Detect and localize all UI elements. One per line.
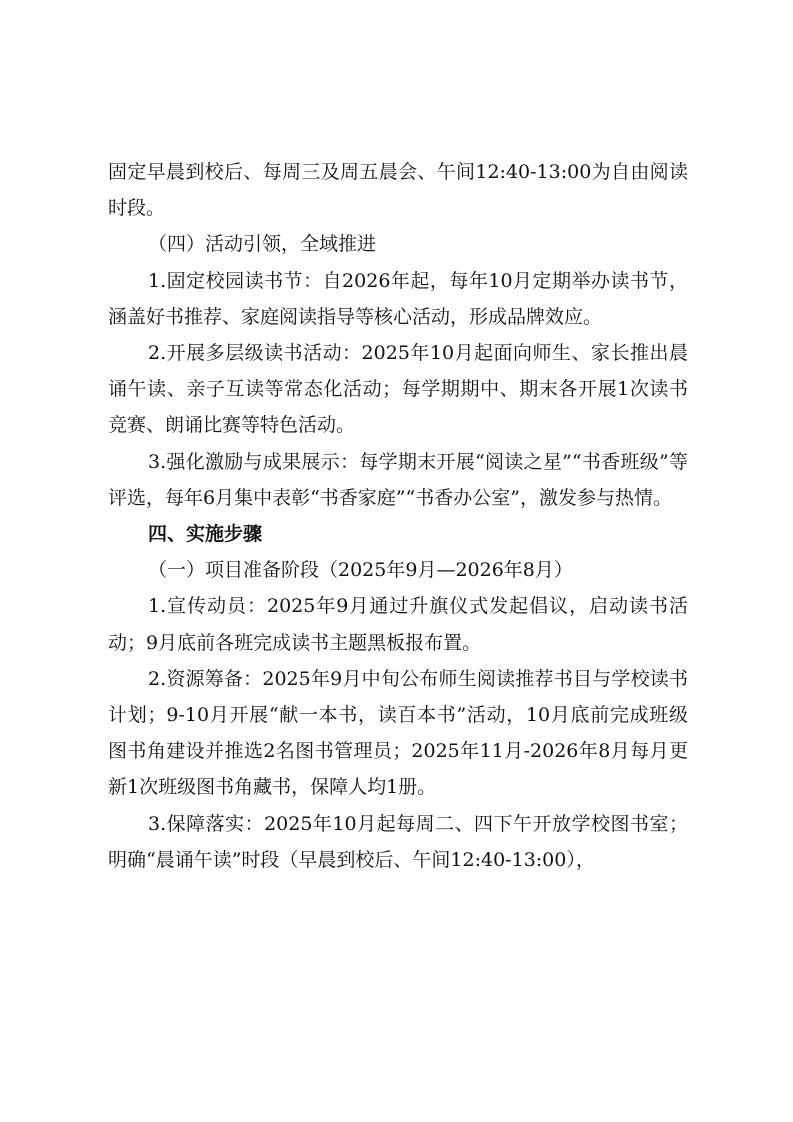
paragraph-resources: 2.资源筹备：2025年9月中旬公布师生阅读推荐书目与学校读书计划；9-10月开展“献一本书，读百本书”活动，10月底前完成班级图书角建设并推选2名图书管理员；2025年11月-2026年8月每月更新1次班级图书角藏书，保障人均1册。 [108,667,688,799]
paragraph-publicity: 1.宣传动员：2025年9月通过升旗仪式发起倡议，启动读书活动；9月底前各班完成读书主题黑板报布置。 [108,595,688,654]
subsection-heading-preparation: （一）项目准备阶段（2025年9月—2026年8月） [148,559,573,582]
paragraph-reading-festival: 1.固定校园读书节：自2026年起，每年10月定期举办读书节，涵盖好书推荐、家庭阅读指导等核心活动，形成品牌效应。 [108,269,688,328]
section-heading-activities: （四）活动引领，全域推进 [148,233,377,256]
document-body [108,154,688,878]
paragraph-incentives: 3.强化激励与成果展示：每学期末开展“阅读之星”“书香班级”等评选，每年6月集中表彰“书香家庭”“书香办公室”，激发参与热情。 [108,450,688,509]
paragraph-guarantee: 3.保障落实：2025年10月起每周二、四下午开放学校图书室；明确“晨诵午读”时段（早晨到校后、午间12:40-13:00）， [108,812,688,871]
paragraph-multilevel-activities: 2.开展多层级读书活动：2025年10月起面向师生、家长推出晨诵午读、亲子互读等常态化活动；每学期期中、期末各开展1次读书竞赛、朗诵比赛等特色活动。 [108,342,688,437]
section-heading-implementation-steps: 四、实施步骤 [148,523,263,546]
paragraph-reading-time: 固定早晨到校后、每周三及周五晨会、午间12:40-13:00为自由阅读时段。 [108,161,688,220]
